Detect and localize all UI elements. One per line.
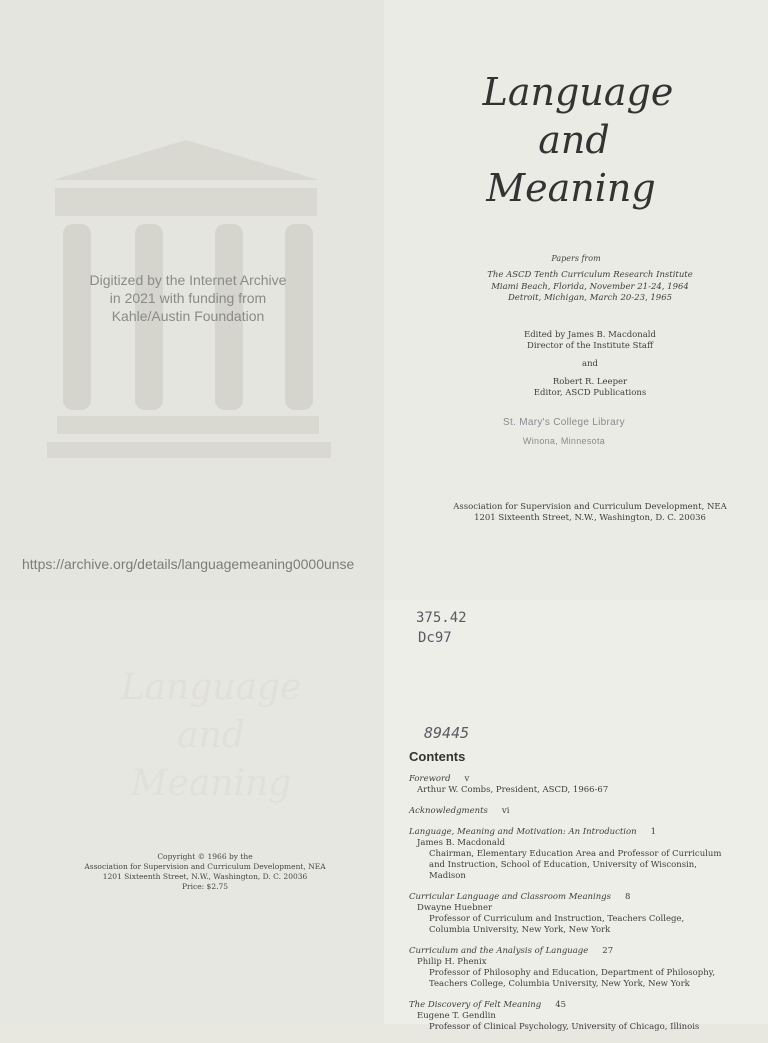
- entry-page-number: 8: [624, 892, 631, 902]
- copyright-line: 1201 Sixteenth Street, N.W., Washington, D. C. 20036: [102, 872, 308, 881]
- handwritten-call-number: 375.42: [416, 610, 467, 626]
- institute-line: The ASCD Tenth Curriculum Research Institute: [487, 270, 693, 280]
- institute-info: [440, 270, 740, 305]
- toc-entry-affiliation: Professor of Philosophy and Education, Department of Philosophy,: [429, 968, 716, 978]
- book-title: [384, 68, 768, 212]
- toc-entry-author: Eugene T. Gendlin: [417, 1011, 496, 1021]
- library-stamp: [494, 414, 634, 450]
- institute-line: Detroit, Michigan, March 20-23, 1965: [507, 293, 673, 303]
- toc-entry: [409, 1000, 739, 1033]
- stamp-line: St. Mary's College Library: [503, 417, 625, 428]
- toc-entry-author: Philip H. Phenix: [417, 957, 487, 967]
- toc-entry-author: James B. Macdonald: [417, 838, 506, 848]
- toc-entry-affiliation: Teachers College, Columbia University, New York, New York: [429, 979, 690, 989]
- toc-entry: [409, 892, 739, 936]
- table-of-contents: [409, 774, 739, 1043]
- archive-watermark-text: [60, 271, 316, 325]
- ghost-line: and: [177, 715, 245, 756]
- editor-line: Director of the Institute Staff: [527, 341, 653, 351]
- copyright-block: [55, 852, 355, 892]
- entry-page-number: v: [464, 774, 470, 784]
- toc-entry: [409, 827, 739, 882]
- toc-entry-title: [409, 806, 739, 817]
- toc-entry-title: [409, 892, 739, 903]
- watermark-line: Kahle/Austin Foundation: [111, 308, 265, 324]
- toc-entry-affiliation: Professor of Curriculum and Instruction, Teachers College,: [429, 914, 685, 924]
- editor-line: Robert R. Leeper: [552, 377, 628, 387]
- entry-page-number: vi: [501, 806, 510, 816]
- editors-block: [460, 330, 720, 399]
- archive-url[interactable]: https://archive.org/details/languagemeaning0000unse: [22, 556, 355, 572]
- contents-heading: Contents: [409, 749, 466, 764]
- publisher-line: 1201 Sixteenth Street, N.W., Washington, D. C. 20036: [474, 513, 706, 523]
- toc-entry-affiliation: Chairman, Elementary Education Area and Professor of Curriculum: [429, 849, 722, 859]
- toc-entry-author: Arthur W. Combs, President, ASCD, 1966-67: [417, 785, 609, 795]
- handwritten-accession-number: 89445: [424, 724, 470, 742]
- entry-page-number: 1: [650, 827, 657, 837]
- institute-line: Miami Beach, Florida, November 21-24, 1964: [491, 281, 689, 292]
- entry-page-number: 45: [555, 1000, 567, 1010]
- watermark-line: Digitized by the Internet Archive: [89, 272, 287, 288]
- entry-title-text: Acknowledgments: [409, 806, 488, 816]
- toc-entry-affiliation: Madison: [429, 871, 466, 881]
- price-line: Price: $2.75: [181, 882, 229, 891]
- entry-page-number: 27: [602, 946, 614, 956]
- title-line: and: [538, 118, 610, 162]
- entry-title-text: Foreword: [409, 774, 451, 784]
- papers-from-label: Papers from: [551, 254, 601, 263]
- editor-line: Editor, ASCD Publications: [533, 388, 647, 398]
- toc-entry-title: [409, 827, 739, 838]
- entry-title-text: Language, Meaning and Motivation: An Introduction: [409, 827, 637, 837]
- toc-entry: [409, 774, 739, 796]
- watermark-line: in 2021 with funding from: [109, 290, 267, 306]
- toc-entry-title: [409, 1000, 739, 1011]
- entry-title-text: Curricular Language and Classroom Meanings: [409, 892, 611, 902]
- toc-entry-affiliation: Professor of Clinical Psychology, University of Chicago, Illinois: [429, 1022, 700, 1032]
- title-line: Meaning: [486, 166, 656, 210]
- publisher-info: [430, 502, 750, 524]
- toc-entry: [409, 946, 739, 990]
- toc-entry-title: [409, 946, 739, 957]
- toc-entry-author: Dwayne Huebner: [417, 903, 493, 913]
- ghost-line: Meaning: [130, 763, 292, 804]
- ghost-line: Language: [120, 667, 302, 708]
- entry-title-text: The Discovery of Felt Meaning: [409, 1000, 542, 1010]
- copyright-line: Copyright © 1966 by the: [157, 852, 253, 861]
- stamp-line: Winona, Minnesota: [522, 436, 606, 446]
- bleed-through-title: [96, 664, 326, 808]
- toc-entry-affiliation: Columbia University, New York, New York: [429, 925, 611, 935]
- handwritten-cutter-number: Dc97: [418, 630, 452, 646]
- toc-entry: [409, 806, 739, 817]
- entry-title-text: Curriculum and the Analysis of Language: [409, 946, 589, 956]
- copyright-line: Association for Supervision and Curriculum Development, NEA: [84, 862, 326, 871]
- title-line: Language: [482, 70, 674, 114]
- publisher-line: Association for Supervision and Curriculum Development, NEA: [453, 502, 727, 512]
- editor-line: Edited by James B. Macdonald: [524, 330, 656, 340]
- toc-entry-affiliation: and Instruction, School of Education, University of Wisconsin,: [429, 860, 697, 870]
- toc-entry-title: [409, 774, 739, 785]
- and-separator: and: [582, 359, 598, 369]
